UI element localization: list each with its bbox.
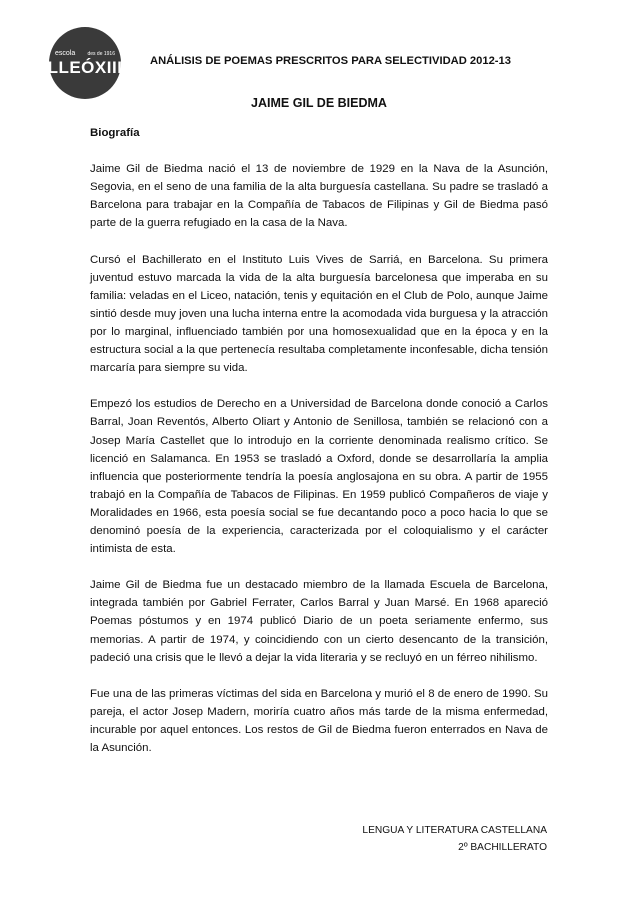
footer-course: 2º BACHILLERATO xyxy=(458,842,547,853)
logo-name: LLEÓXIII xyxy=(47,57,123,77)
page-title: JAIME GIL DE BIEDMA xyxy=(251,96,387,110)
logo-small-text: escola xyxy=(55,49,76,57)
paragraph-2: Cursó el Bachillerato en el Instituto Luis Vives de Sarriá, en Barcelona. Su primera juventud estuvo marcada la vida de la alta burguesía barcelonesa que imperaba en su familia: veladas en el Liceo, natación, tenis y equitación en el Club de Polo, aunque Jaime sintió desde muy joven una lucha interna entre la acomodada vida burguesa y la atracción por lo marginal, influenciado también por una homosexualidad que en la época y en la estructura social a la que pertenecía resultaba completamente inconfesable, dicha tensión marcaría para siempre su vida. xyxy=(90,253,548,375)
logo-top-row xyxy=(55,50,115,58)
section-heading: Biografía xyxy=(90,127,140,139)
logo-year-text: des de 1916 xyxy=(87,50,115,57)
header-title: ANÁLISIS DE POEMAS PRESCRITOS PARA SELECTIVIDAD 2012-13 xyxy=(150,55,511,67)
paragraph-3: Empezó los estudios de Derecho en a Universidad de Barcelona donde conoció a Carlos Barral, Joan Reventós, Alberto Oliart y Antonio de Senillosa, también se relacionó con a Josep María Castellet que lo introdujo en la corriente denominada realismo crítico. Se licenció en Salamanca. En 1953 se trasladó a Oxford, donde se desarrollaría la amplia influencia que posteriormente tendría la poesía anglosajona en su obra. A partir de 1955 trabajó en la Compañía de Tabacos de Filipinas. En 1959 publicó Compañeros de viaje y Moralidades en 1966, esta poesía social se fue decantando poco a poco hacia lo que se denominó poesía de la experiencia, caracterizada por el coloquialismo y el carácter intimista de esta. xyxy=(90,398,548,556)
footer xyxy=(362,822,547,856)
paragraph-1: Jaime Gil de Biedma nació el 13 de noviembre de 1929 en la Nava de la Asunción, Segovia, en el seno de una familia de la alta burguesía castellana. Su padre se trasladó a Barcelona para trabajar en la Compañía de Tabacos de Filipinas y Gil de Biedma pasó parte de la guerra refugiado en la casa de la Nava. xyxy=(90,163,548,230)
school-logo xyxy=(49,27,121,99)
document-body xyxy=(90,124,548,775)
paragraph-5: Fue una de las primeras víctimas del sida en Barcelona y murió el 8 de enero de 1990. Su pareja, el actor Josep Madern, moriría cuatro años más tarde de la misma enfermedad, incurable por aquel entonces. Los restos de Gil de Biedma fueron enterrados en Nava de la Asunción. xyxy=(90,687,548,755)
footer-subject: LENGUA Y LITERATURA CASTELLANA xyxy=(362,825,547,836)
paragraph-4: Jaime Gil de Biedma fue un destacado miembro de la llamada Escuela de Barcelona, integrada también por Gabriel Ferrater, Carlos Barral y Juan Marsé. En 1968 apareció Poemas póstumos y en 1974 publicó Diario de un poeta seriamente enfermo, sus memorias. A partir de 1974, y coincidiendo con un cierto desencanto de la transición, padeció una crisis que le llevó a dejar la vida literaria y se recluyó en un férreo nihilismo. xyxy=(90,579,548,664)
